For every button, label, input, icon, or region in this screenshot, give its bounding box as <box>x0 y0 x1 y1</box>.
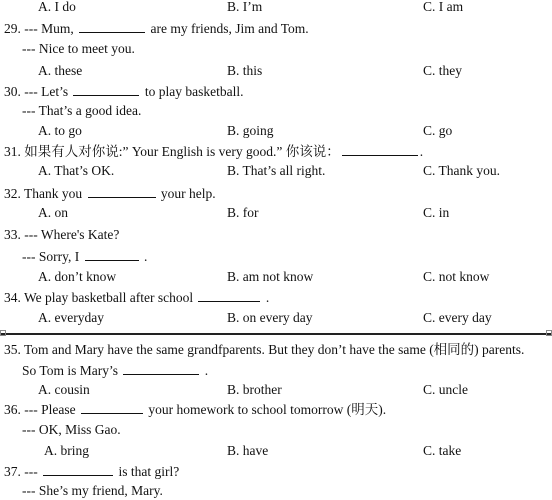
q34-stem-post: . <box>262 290 270 305</box>
q29-stem-post: are my friends, Jim and Tom. <box>147 21 309 36</box>
q33-option-c: C. not know <box>423 269 490 284</box>
q35-line2-pre: So Tom is Mary’s <box>22 363 122 378</box>
q32-option-a: A. on <box>38 205 68 220</box>
q34-option-b: B. on every day <box>227 310 313 325</box>
q34-answer-blank[interactable] <box>198 288 260 302</box>
q34-options <box>0 309 552 327</box>
q31-answer-blank[interactable] <box>342 142 418 156</box>
q35-stem-text: 35. Tom and Mary have the same grandfparents. But they don’t have the same (相同的) parents. <box>4 342 525 357</box>
q35-line2-post: . <box>201 363 209 378</box>
q31-option-c: C. Thank you. <box>423 163 500 178</box>
q37-reply <box>0 482 552 500</box>
q29-option-a: A. these <box>38 63 83 78</box>
q36-answer-blank[interactable] <box>81 400 143 414</box>
q34-stem <box>0 288 552 306</box>
q36-stem <box>0 400 552 418</box>
q31-option-b: B. That’s all right. <box>227 163 326 178</box>
q30-option-c: C. go <box>423 123 453 138</box>
q32-stem-pre: 32. Thank you <box>4 186 86 201</box>
q35-option-b: B. brother <box>227 382 282 397</box>
q32-stem <box>0 184 552 202</box>
q31-stem-pre: 31. 如果有人对你说:” Your English is very good.” 你该说： <box>4 144 340 159</box>
q33-answer-blank[interactable] <box>85 247 139 261</box>
q34-option-c: C. every day <box>423 310 492 325</box>
q33-reply-pre: --- Sorry, I <box>22 249 83 264</box>
q29-reply-text: --- Nice to meet you. <box>22 41 135 56</box>
q30-stem-post: to play basketball. <box>141 84 244 99</box>
q37-answer-blank[interactable] <box>43 462 113 476</box>
q37-stem-pre: 37. --- <box>4 464 42 479</box>
q36-reply-text: --- OK, Miss Gao. <box>22 422 121 437</box>
q32-option-b: B. for <box>227 205 259 220</box>
q30-stem <box>0 82 552 100</box>
q36-option-a: A. bring <box>44 443 89 458</box>
q32-option-c: C. in <box>423 205 450 220</box>
q36-stem-pre: 36. --- Please <box>4 402 79 417</box>
corner-mark-right <box>546 330 552 336</box>
q35-answer-blank[interactable] <box>123 361 199 375</box>
q35-options <box>0 381 552 399</box>
q33-options <box>0 268 552 286</box>
q35-line2 <box>0 361 552 379</box>
q35-option-c: C. uncle <box>423 382 468 397</box>
q30-reply-text: --- That’s a good idea. <box>22 103 142 118</box>
q36-option-c: C. take <box>423 443 462 458</box>
q36-reply <box>0 421 552 439</box>
q28-option-b: B. I’m <box>227 0 263 14</box>
q34-option-a: A. everyday <box>38 310 104 325</box>
q29-reply <box>0 40 552 58</box>
q29-options <box>0 62 552 80</box>
q33-stem <box>0 226 552 244</box>
q31-options <box>0 162 552 180</box>
q31-stem-post: . <box>419 144 424 159</box>
q31-stem <box>0 142 552 160</box>
q33-stem-text: 33. --- Where's Kate? <box>4 227 120 242</box>
q33-reply-post: . <box>140 249 148 264</box>
q36-options <box>0 442 552 460</box>
q35-option-a: A. cousin <box>38 382 90 397</box>
q30-option-b: B. going <box>227 123 274 138</box>
q30-stem-pre: 30. --- Let’s <box>4 84 72 99</box>
q32-stem-post: your help. <box>157 186 216 201</box>
q28-option-c: C. I am <box>423 0 464 14</box>
q35-stem <box>0 341 552 359</box>
q30-answer-blank[interactable] <box>73 82 139 96</box>
q30-option-a: A. to go <box>38 123 82 138</box>
q29-answer-blank[interactable] <box>79 19 145 33</box>
q37-reply-text: --- She’s my friend, Mary. <box>22 483 163 498</box>
q29-option-c: C. they <box>423 63 462 78</box>
q30-options <box>0 122 552 140</box>
q32-options <box>0 204 552 222</box>
q33-option-b: B. am not know <box>227 269 314 284</box>
q29-option-b: B. this <box>227 63 263 78</box>
q29-stem-pre: 29. --- Mum, <box>4 21 78 36</box>
q30-reply <box>0 102 552 120</box>
corner-mark-left <box>0 330 6 336</box>
q36-option-b: B. have <box>227 443 269 458</box>
q29-stem <box>0 19 552 37</box>
q31-option-a: A. That’s OK. <box>38 163 115 178</box>
q33-option-a: A. don’t know <box>38 269 117 284</box>
q37-stem-post: is that girl? <box>115 464 180 479</box>
q34-stem-pre: 34. We play basketball after school <box>4 290 197 305</box>
q37-stem <box>0 462 552 480</box>
q33-reply <box>0 247 552 265</box>
q28-option-a: A. I do <box>38 0 76 14</box>
q32-answer-blank[interactable] <box>88 184 156 198</box>
page-break-divider <box>0 333 552 335</box>
q28-options <box>0 0 552 16</box>
q36-stem-post: your homework to school tomorrow (明天). <box>144 402 387 417</box>
